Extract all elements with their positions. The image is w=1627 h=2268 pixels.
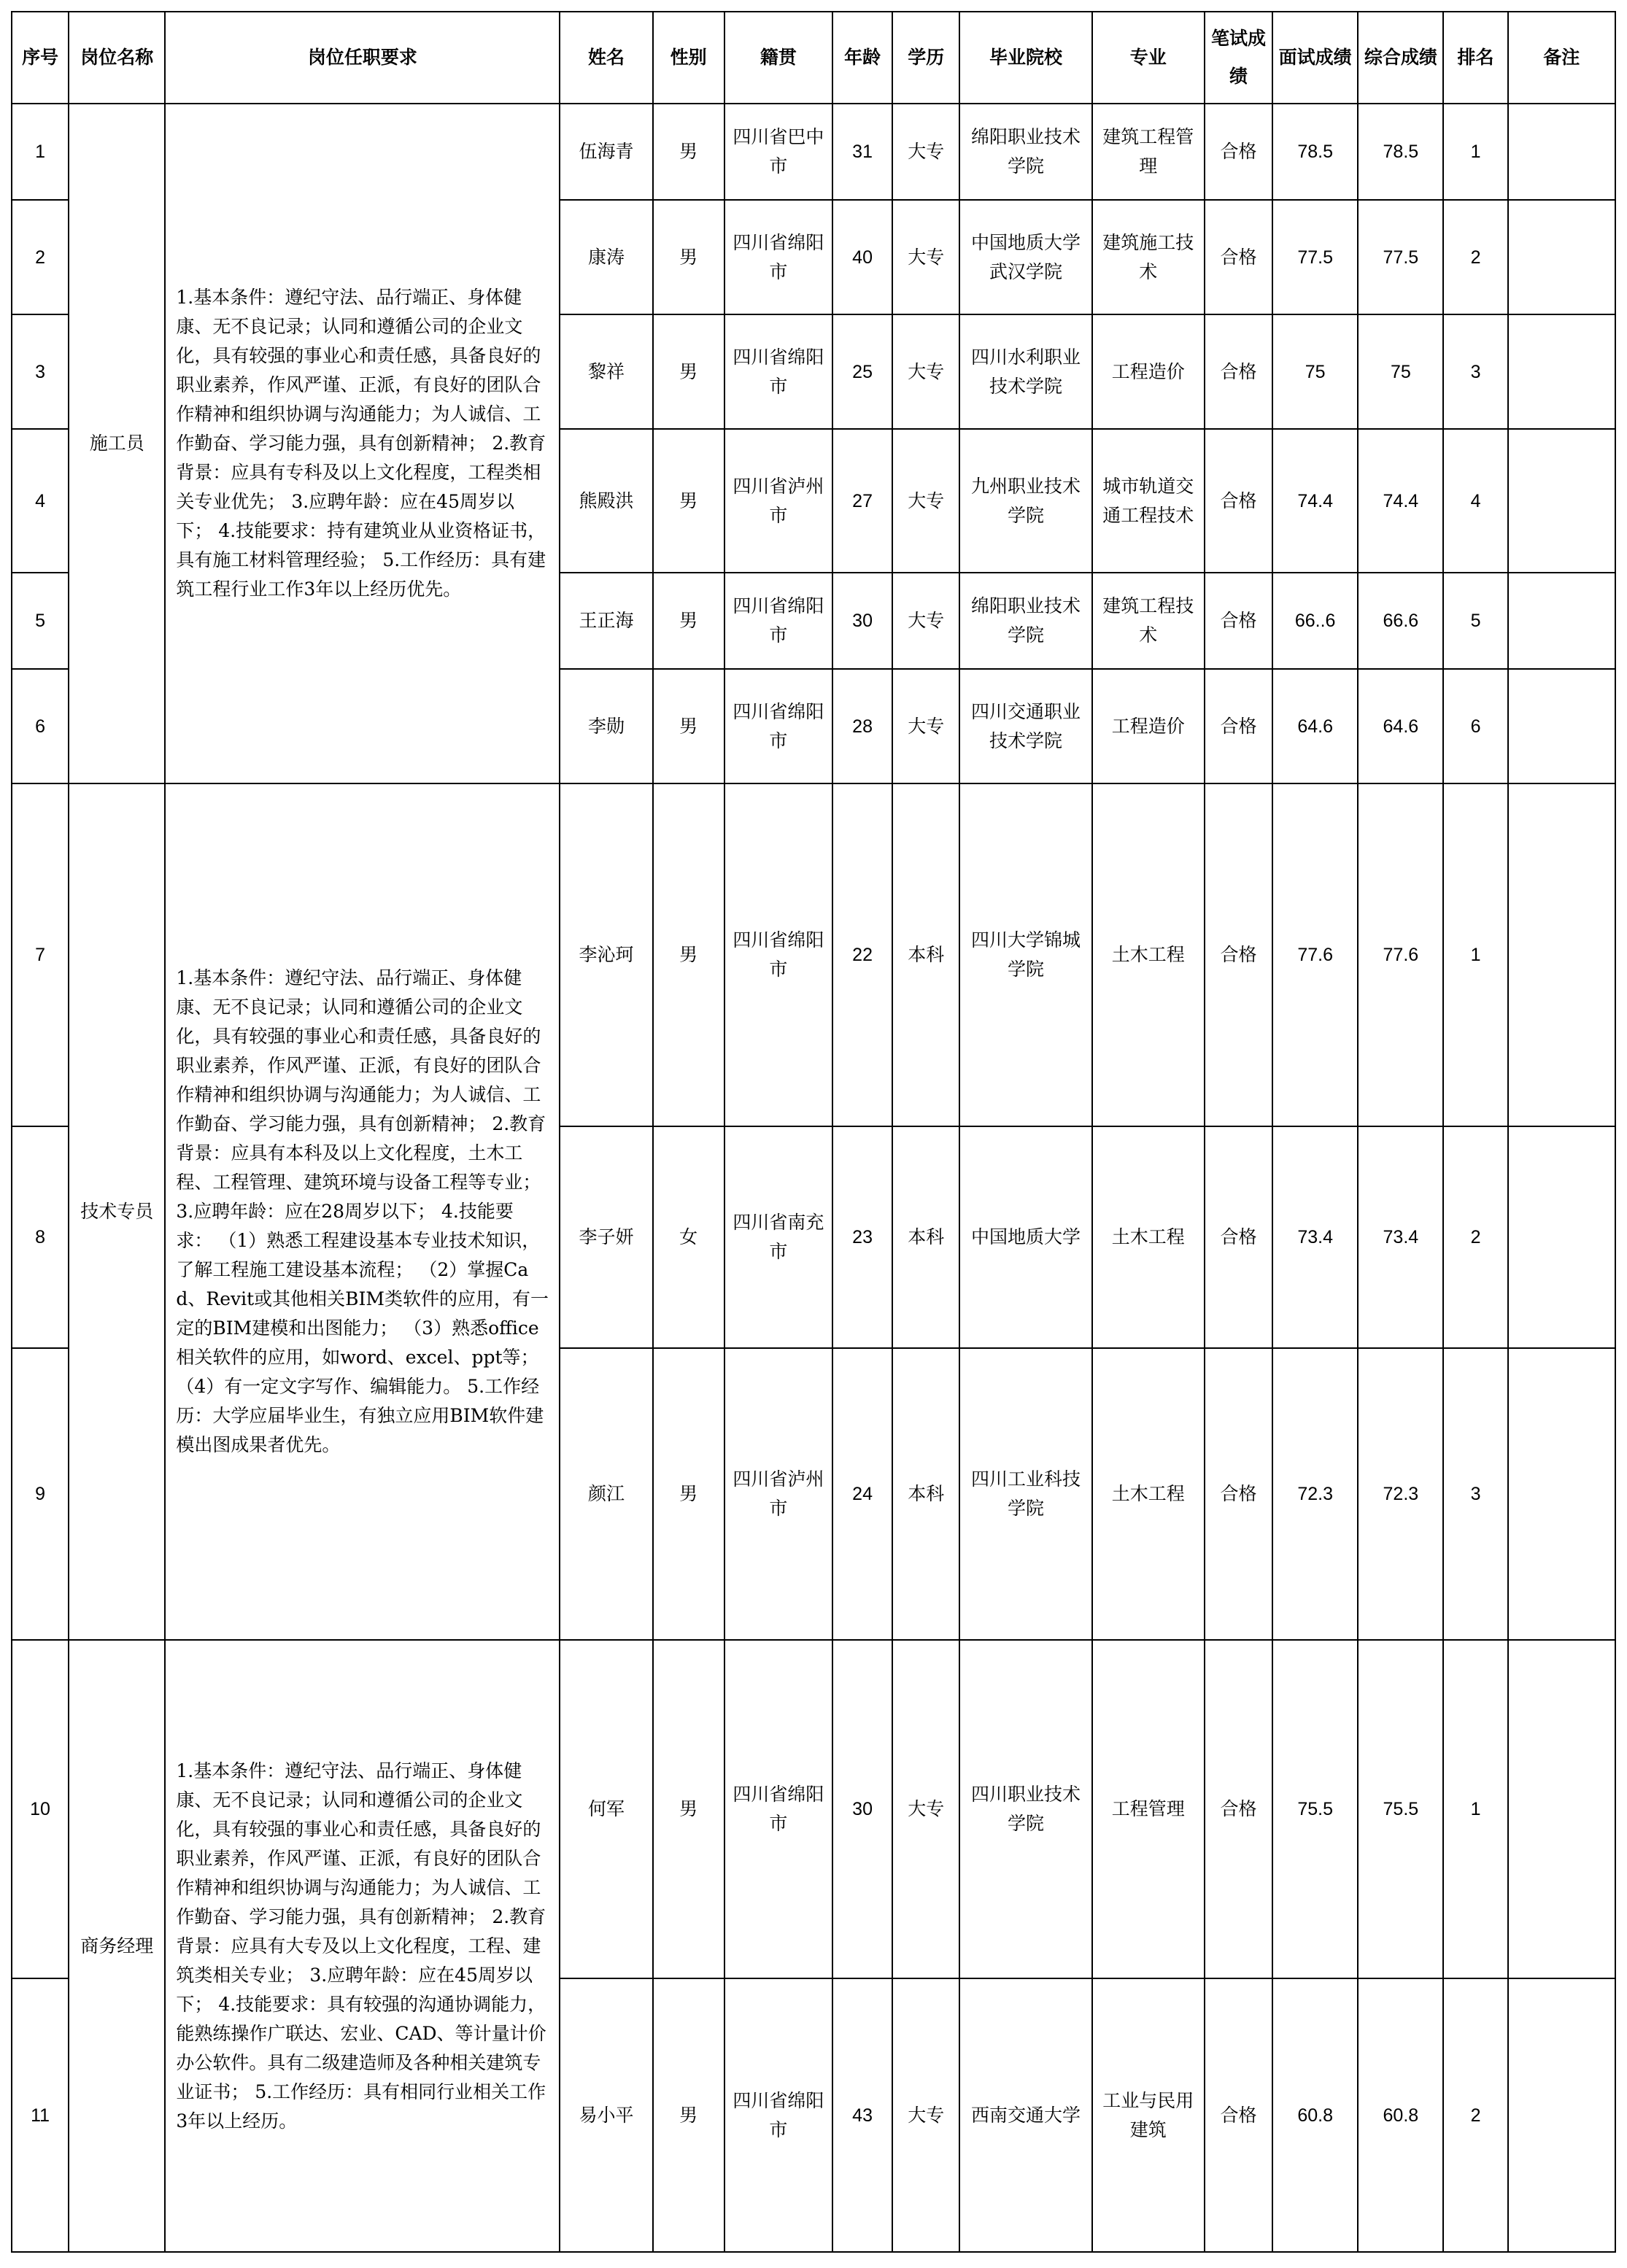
row-number: 2 — [12, 200, 69, 314]
note — [1508, 1640, 1615, 1978]
candidate-education: 本科 — [892, 1348, 959, 1640]
candidate-gender: 男 — [653, 429, 724, 573]
candidate-school: 中国地质大学武汉学院 — [959, 200, 1091, 314]
total-score: 78.5 — [1358, 104, 1443, 200]
candidate-school: 西南交通大学 — [959, 1978, 1091, 2252]
written-score: 合格 — [1205, 104, 1272, 200]
interview-score: 73.4 — [1272, 1126, 1358, 1348]
total-score: 75.5 — [1358, 1640, 1443, 1978]
candidate-name: 伍海青 — [560, 104, 652, 200]
candidate-education: 大专 — [892, 573, 959, 669]
interview-score: 66..6 — [1272, 573, 1358, 669]
candidate-gender: 男 — [653, 1978, 724, 2252]
candidate-major: 城市轨道交通工程技术 — [1092, 429, 1205, 573]
written-score: 合格 — [1205, 200, 1272, 314]
row-number: 10 — [12, 1640, 69, 1978]
candidate-age: 27 — [832, 429, 892, 573]
candidate-gender: 男 — [653, 1348, 724, 1640]
candidate-education: 大专 — [892, 104, 959, 200]
candidate-school: 四川水利职业技术学院 — [959, 314, 1091, 429]
candidate-age: 40 — [832, 200, 892, 314]
candidate-school: 绵阳职业技术学院 — [959, 104, 1091, 200]
candidate-major: 建筑施工技术 — [1092, 200, 1205, 314]
candidate-name: 康涛 — [560, 200, 652, 314]
results-table — [11, 11, 1616, 2253]
position-name: 商务经理 — [69, 1640, 165, 2252]
candidate-major: 土木工程 — [1092, 1348, 1205, 1640]
note — [1508, 669, 1615, 783]
row-number: 3 — [12, 314, 69, 429]
candidate-gender: 男 — [653, 1640, 724, 1978]
candidate-name: 易小平 — [560, 1978, 652, 2252]
total-score: 73.4 — [1358, 1126, 1443, 1348]
rank: 2 — [1443, 1126, 1507, 1348]
written-score: 合格 — [1205, 783, 1272, 1126]
interview-score: 72.3 — [1272, 1348, 1358, 1640]
rank: 3 — [1443, 1348, 1507, 1640]
header-cell: 备注 — [1508, 12, 1615, 104]
candidate-major: 建筑工程技术 — [1092, 573, 1205, 669]
candidate-age: 24 — [832, 1348, 892, 1640]
header-cell: 笔试成绩 — [1205, 12, 1272, 104]
header-cell: 姓名 — [560, 12, 652, 104]
position-requirement: 1.基本条件：遵纪守法、品行端正、身体健康、无不良记录；认同和遵循公司的企业文化，具有较强的事业心和责任感，具备良好的职业素养，作风严谨、正派，有良好的团队合作精神和组织协调与沟通能力；为人诚信、工作勤奋、学习能力强，具有创新精神； 2.教育背景：应具有大专及以上文化程度，工程、建筑类相关专业； 3.应聘年龄：应在45周岁以下； 4.技能要求：具有较强的沟通协调能力，能熟练操作广联达、宏业、CAD、等计量计价办公软件。具有二级建造师及各种相关建筑专业证书； 5.工作经历：具有相同行业相关工作3年以上经历。 — [165, 1640, 560, 2252]
note — [1508, 429, 1615, 573]
rank: 3 — [1443, 314, 1507, 429]
candidate-gender: 女 — [653, 1126, 724, 1348]
rank: 2 — [1443, 200, 1507, 314]
candidate-gender: 男 — [653, 104, 724, 200]
position-requirement: 1.基本条件：遵纪守法、品行端正、身体健康、无不良记录；认同和遵循公司的企业文化，具有较强的事业心和责任感，具备良好的职业素养，作风严谨、正派，有良好的团队合作精神和组织协调与沟通能力；为人诚信、工作勤奋、学习能力强，具有创新精神； 2.教育背景：应具有本科及以上文化程度，土木工程、工程管理、建筑环境与设备工程等专业； 3.应聘年龄：应在28周岁以下； 4.技能要求： （1）熟悉工程建设基本专业技术知识，了解工程施工建设基本流程； （2）掌握Cad、Revit或其他相关BIM类软件的应用，有一定的BIM建模和出图能力； （3）熟悉office相关软件的应用，如word、excel、ppt等； （4）有一定文字写作、编辑能力。 5.工作经历：大学应届毕业生，有独立应用BIM软件建模出图成果者优先。 — [165, 783, 560, 1640]
interview-score: 77.6 — [1272, 783, 1358, 1126]
row-number: 5 — [12, 573, 69, 669]
candidate-origin: 四川省绵阳市 — [724, 573, 832, 669]
candidate-major: 土木工程 — [1092, 783, 1205, 1126]
header-cell: 面试成绩 — [1272, 12, 1358, 104]
candidate-major: 工业与民用建筑 — [1092, 1978, 1205, 2252]
header-cell: 籍贯 — [724, 12, 832, 104]
candidate-gender: 男 — [653, 200, 724, 314]
header-cell: 年龄 — [832, 12, 892, 104]
note — [1508, 1978, 1615, 2252]
position-requirement: 1.基本条件：遵纪守法、品行端正、身体健康、无不良记录；认同和遵循公司的企业文化，具有较强的事业心和责任感，具备良好的职业素养，作风严谨、正派，有良好的团队合作精神和组织协调与沟通能力；为人诚信、工作勤奋、学习能力强，具有创新精神； 2.教育背景：应具有专科及以上文化程度，工程类相关专业优先； 3.应聘年龄：应在45周岁以下； 4.技能要求：持有建筑业从业资格证书，具有施工材料管理经验； 5.工作经历：具有建筑工程行业工作3年以上经历优先。 — [165, 104, 560, 783]
candidate-age: 23 — [832, 1126, 892, 1348]
row-number: 11 — [12, 1978, 69, 2252]
table-row — [12, 783, 1615, 1126]
candidate-age: 43 — [832, 1978, 892, 2252]
written-score: 合格 — [1205, 1126, 1272, 1348]
candidate-age: 30 — [832, 1640, 892, 1978]
header-cell: 综合成绩 — [1358, 12, 1443, 104]
total-score: 75 — [1358, 314, 1443, 429]
total-score: 72.3 — [1358, 1348, 1443, 1640]
interview-score: 75.5 — [1272, 1640, 1358, 1978]
header-cell: 毕业院校 — [959, 12, 1091, 104]
header-row — [12, 12, 1615, 104]
rank: 6 — [1443, 669, 1507, 783]
candidate-education: 大专 — [892, 200, 959, 314]
candidate-name: 何军 — [560, 1640, 652, 1978]
written-score: 合格 — [1205, 669, 1272, 783]
candidate-origin: 四川省绵阳市 — [724, 1640, 832, 1978]
interview-score: 75 — [1272, 314, 1358, 429]
candidate-name: 李沁珂 — [560, 783, 652, 1126]
written-score: 合格 — [1205, 429, 1272, 573]
candidate-education: 大专 — [892, 1640, 959, 1978]
candidate-school: 四川工业科技学院 — [959, 1348, 1091, 1640]
candidate-origin: 四川省绵阳市 — [724, 200, 832, 314]
candidate-age: 25 — [832, 314, 892, 429]
interview-score: 78.5 — [1272, 104, 1358, 200]
interview-score: 64.6 — [1272, 669, 1358, 783]
row-number: 8 — [12, 1126, 69, 1348]
written-score: 合格 — [1205, 314, 1272, 429]
header-cell: 序号 — [12, 12, 69, 104]
total-score: 60.8 — [1358, 1978, 1443, 2252]
header-cell: 性别 — [653, 12, 724, 104]
candidate-age: 31 — [832, 104, 892, 200]
candidate-school: 绵阳职业技术学院 — [959, 573, 1091, 669]
candidate-name: 黎祥 — [560, 314, 652, 429]
written-score: 合格 — [1205, 573, 1272, 669]
rank: 2 — [1443, 1978, 1507, 2252]
rank: 1 — [1443, 104, 1507, 200]
rank: 5 — [1443, 573, 1507, 669]
rank: 1 — [1443, 783, 1507, 1126]
candidate-origin: 四川省绵阳市 — [724, 669, 832, 783]
candidate-education: 大专 — [892, 314, 959, 429]
candidate-major: 土木工程 — [1092, 1126, 1205, 1348]
candidate-gender: 男 — [653, 573, 724, 669]
candidate-education: 本科 — [892, 1126, 959, 1348]
candidate-origin: 四川省南充市 — [724, 1126, 832, 1348]
candidate-major: 建筑工程管理 — [1092, 104, 1205, 200]
row-number: 4 — [12, 429, 69, 573]
candidate-education: 大专 — [892, 669, 959, 783]
header-cell: 岗位名称 — [69, 12, 165, 104]
total-score: 77.6 — [1358, 783, 1443, 1126]
interview-score: 74.4 — [1272, 429, 1358, 573]
note — [1508, 314, 1615, 429]
candidate-origin: 四川省绵阳市 — [724, 314, 832, 429]
candidate-school: 九州职业技术学院 — [959, 429, 1091, 573]
candidate-education: 大专 — [892, 429, 959, 573]
written-score: 合格 — [1205, 1640, 1272, 1978]
candidate-age: 28 — [832, 669, 892, 783]
interview-score: 60.8 — [1272, 1978, 1358, 2252]
candidate-major: 工程造价 — [1092, 669, 1205, 783]
header-cell: 学历 — [892, 12, 959, 104]
header-cell: 排名 — [1443, 12, 1507, 104]
note — [1508, 1126, 1615, 1348]
table-row — [12, 104, 1615, 200]
candidate-gender: 男 — [653, 669, 724, 783]
candidate-origin: 四川省绵阳市 — [724, 1978, 832, 2252]
candidate-origin: 四川省泸州市 — [724, 429, 832, 573]
written-score: 合格 — [1205, 1978, 1272, 2252]
candidate-education: 大专 — [892, 1978, 959, 2252]
position-name: 施工员 — [69, 104, 165, 783]
candidate-major: 工程管理 — [1092, 1640, 1205, 1978]
total-score: 64.6 — [1358, 669, 1443, 783]
candidate-origin: 四川省泸州市 — [724, 1348, 832, 1640]
written-score: 合格 — [1205, 1348, 1272, 1640]
candidate-name: 熊殿洪 — [560, 429, 652, 573]
total-score: 74.4 — [1358, 429, 1443, 573]
header-cell: 岗位任职要求 — [165, 12, 560, 104]
rank: 4 — [1443, 429, 1507, 573]
rank: 1 — [1443, 1640, 1507, 1978]
candidate-age: 22 — [832, 783, 892, 1126]
candidate-major: 工程造价 — [1092, 314, 1205, 429]
candidate-name: 李勋 — [560, 669, 652, 783]
row-number: 7 — [12, 783, 69, 1126]
note — [1508, 573, 1615, 669]
candidate-gender: 男 — [653, 783, 724, 1126]
candidate-gender: 男 — [653, 314, 724, 429]
candidate-school: 中国地质大学 — [959, 1126, 1091, 1348]
candidate-education: 本科 — [892, 783, 959, 1126]
note — [1508, 200, 1615, 314]
candidate-origin: 四川省巴中市 — [724, 104, 832, 200]
row-number: 9 — [12, 1348, 69, 1640]
candidate-age: 30 — [832, 573, 892, 669]
candidate-school: 四川交通职业技术学院 — [959, 669, 1091, 783]
candidate-school: 四川职业技术学院 — [959, 1640, 1091, 1978]
table-row — [12, 1640, 1615, 1978]
total-score: 66.6 — [1358, 573, 1443, 669]
note — [1508, 1348, 1615, 1640]
note — [1508, 783, 1615, 1126]
interview-score: 77.5 — [1272, 200, 1358, 314]
candidate-name: 颜江 — [560, 1348, 652, 1640]
row-number: 1 — [12, 104, 69, 200]
position-name: 技术专员 — [69, 783, 165, 1640]
total-score: 77.5 — [1358, 200, 1443, 314]
header-cell: 专业 — [1092, 12, 1205, 104]
candidate-origin: 四川省绵阳市 — [724, 783, 832, 1126]
candidate-name: 王正海 — [560, 573, 652, 669]
row-number: 6 — [12, 669, 69, 783]
note — [1508, 104, 1615, 200]
candidate-name: 李子妍 — [560, 1126, 652, 1348]
candidate-school: 四川大学锦城学院 — [959, 783, 1091, 1126]
